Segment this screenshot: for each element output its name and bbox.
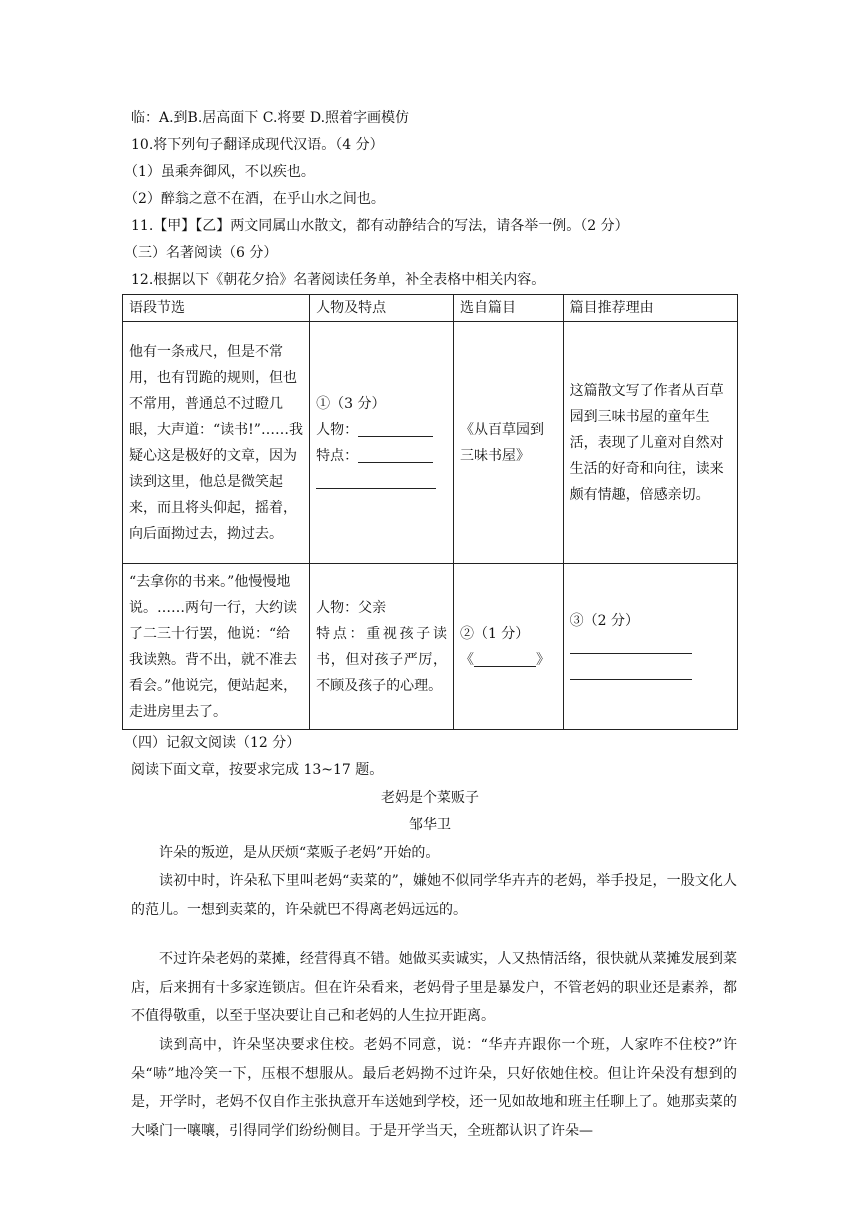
table-header-row [123, 295, 738, 322]
source-answer-blank[interactable] [474, 650, 536, 667]
table-row [123, 322, 738, 564]
row1-person-label: 人物： [316, 421, 359, 438]
row2-trait: 特点：重视孩子读书，但对孩子严厉，不顾及孩子的心理。 [316, 625, 447, 694]
person-answer-blank[interactable] [358, 420, 433, 437]
paragraph-3: 不过许朵老妈的菜摊，经营得真不错。她做买卖诚实，人又热情活络，很快就从菜摊发展到菜店，后来拥有十多家连锁店。但在许朵看来，老妈骨子里是暴发户，不管老妈的职业还是素养，都不值得敬重，以至于坚决要让自己和老妈的人生拉开距离。 [131, 951, 737, 1024]
trait-answer-blank-2[interactable] [316, 472, 436, 489]
question-12: 12.根据以下《朝花夕拾》名著阅读任务单，补全表格中相关内容。 [131, 272, 546, 288]
question-11: 11.【甲】【乙】两文同属山水散文，都有动静结合的写法，请各举一例。（2 分） [131, 218, 629, 234]
trait-answer-blank[interactable] [358, 446, 433, 463]
section-4-heading: （四）记叙文阅读（12 分） [124, 735, 301, 751]
book-close-mark: 》 [535, 651, 550, 668]
row1-trait-label: 特点： [316, 447, 359, 464]
table-row [123, 564, 738, 730]
reason-answer-blank-2[interactable] [570, 663, 692, 680]
header-source: 选自篇目 [453, 295, 563, 322]
story-title: 老妈是个菜贩子 [381, 790, 479, 806]
q9-options: 临：A.到B.居高面下 C.将要 D.照着字画模仿 [131, 110, 410, 126]
question-10: 10.将下列句子翻译成现代汉语。（4 分） [131, 137, 384, 153]
reason-answer-blank[interactable] [570, 637, 692, 654]
row2-person-cell [310, 564, 454, 730]
story-author: 邹华卫 [409, 817, 451, 833]
book-open-mark: 《 [459, 651, 474, 668]
row2-source-question: ②（1 分） [459, 625, 530, 642]
row1-source: 《从百草园到三味书屋》 [453, 322, 563, 564]
row1-excerpt: 他有一条戒尺，但是不常用，也有罚跪的规则，但也不常用，普通总不过瞪几眼，大声道：“读书!”……我疑心这是极好的文章，因为读到这里，他总是微笑起来，而且将头仰起，摇着，向后面拗过去，拗过去。 [123, 322, 310, 564]
row1-reason: 这篇散文写了作者从百草园到三味书屋的童年生活，表现了儿童对自然对生活的好奇和向往，读来颇有情趣，倍感亲切。 [563, 322, 737, 564]
paragraph-1: 许朵的叛逆，是从厌烦“菜贩子老妈”开始的。 [159, 845, 440, 861]
row1-question-label: ①（3 分） [316, 395, 386, 412]
header-excerpt: 语段节选 [123, 295, 310, 322]
row2-person: 人物：父亲 [316, 599, 387, 616]
row2-source-cell [453, 564, 563, 730]
row2-excerpt: “去拿你的书来。”他慢慢地说。……两句一行，大约读了二三十行罢，他说：“给我读熟。背不出，就不准去看会。”他说完，便站起来，走进房里去了。 [123, 564, 310, 730]
question-10-2: （2）醉翁之意不在酒，在乎山水之间也。 [124, 191, 385, 207]
reading-task-table [122, 294, 738, 730]
question-10-1: （1）虽乘奔御风，不以疾也。 [124, 164, 315, 180]
section-3-heading: （三）名著阅读（6 分） [124, 245, 278, 261]
paragraph-4: 读到高中，许朵坚决要求住校。老妈不同意，说：“华卉卉跟你一个班，人家咋不住校?”许朵“哧”地冷笑一下，压根不想服从。最后老妈拗不过许朵，只好依她住校。但让许朵没有想到的是，开学时，老妈不仅自作主张执意开车送她到学校，还一见如故地和班主任聊上了。她那卖菜的大嗓门一嚷嚷，引得同学们纷纷侧目。于是开学当天，全班都认识了许朵— [131, 1037, 737, 1139]
row2-reason-cell [563, 564, 737, 730]
paragraph-2: 读初中时，许朵私下里叫老妈“卖菜的”，嫌她不似同学华卉卉的老妈，举手投足，一股文化人的范儿。一想到卖菜的，许朵就巴不得离老妈远远的。 [131, 873, 737, 918]
header-reason: 篇目推荐理由 [563, 295, 737, 322]
row2-reason-question: ③（2 分） [569, 612, 639, 629]
header-person: 人物及特点 [310, 295, 454, 322]
reading-instruction: 阅读下面文章，按要求完成 13~17 题。 [131, 762, 384, 778]
row1-person-cell [310, 322, 454, 564]
